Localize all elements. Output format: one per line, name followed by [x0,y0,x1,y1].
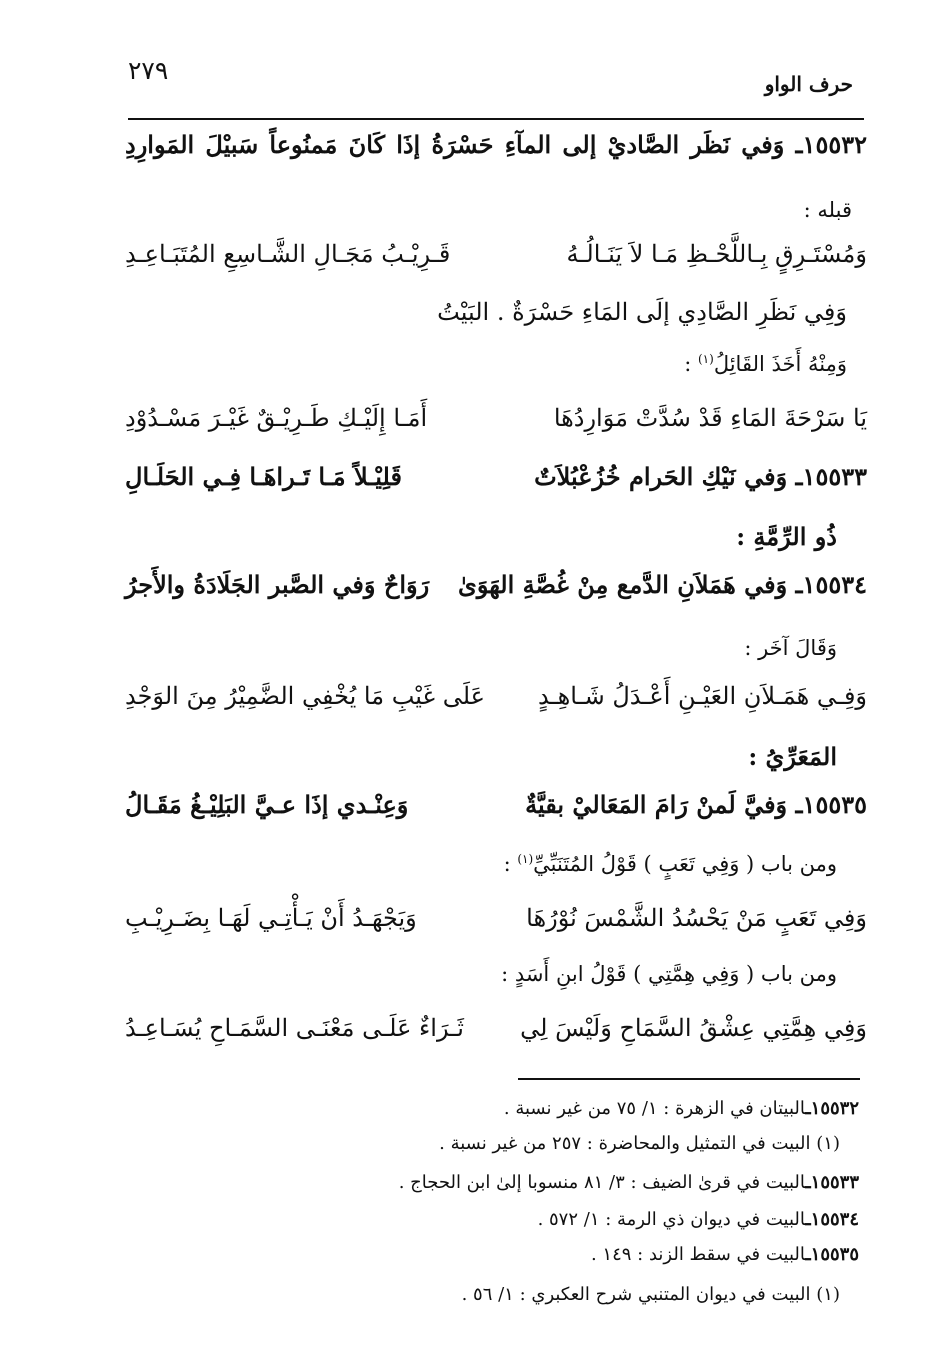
footnote-1b [462,1284,840,1305]
mutanabbi-intro-colon: : [503,852,518,876]
footnote-number: (١) [816,1133,840,1154]
footnote-ref: (١) [517,852,534,866]
footnote-text: البيت في التمثيل والمحاضرة : ٢٥٧ من غير نسبة . [439,1133,811,1154]
qala-akhar-label: وَقَالَ آخَر : [744,636,837,660]
poet-maarri: المَعَرِّيُ : [748,742,837,771]
verse-7-second-hemistich: ثَـرَاءٌ عَلَـى مَعْنَـى السَّمَـاحِ يُسَـاعِـدُ [125,1014,464,1042]
verse-6-second-hemistich: وَيَجْهَـدُ أَنْ يَـأْتِـي لَهَـا بِضَـرِيْـبِ [125,904,417,932]
verse-2-line: وَفِي نَظَرِ الصَّادِي إلَى المَاءِ حَسْرَةٌ . البَيْتُ [437,298,847,326]
footnote-text: البيت في ديوان ذي الرمة : ١/ ٥٧٢ . [537,1209,806,1230]
footnote-1a [439,1133,840,1154]
verse-4-first-hemistich: يَا سَرْحَةَ المَاءِ قَدْ سُدَّتْ مَوَارِدُهَا [553,404,867,432]
verse-3-intro-colon: : [684,352,698,376]
verse-5-first-hemistich: وَفِـي هَمَـلاَنِ العَيْـنِ أَعْـدَلُ شَـاهِـدٍ [537,682,867,710]
verse-3-intro [684,352,847,376]
page-number: ٢٧٩ [128,56,169,85]
footnote-15533 [399,1172,859,1193]
entry-15533-first-hemistich: ١٥٥٣٣ـ وَفي نَيْكِ الحَرام خُزُعْبُلاَتٌ [534,462,867,491]
entry-15534-first-hemistich: ١٥٥٣٤ـ وَفي هَمَلاَنِ الدَّمع مِنْ غُصَّةِ الهَوَىٰ [458,570,867,599]
entry-15533 [125,462,867,502]
entry-15533-second-hemistich: قَلِيْـلاً مَـا تَـراهَـا فِـي الحَلَـالِ [125,462,402,491]
mutanabbi-intro-text: ومن باب ( وَفِي تَعَبٍ ) قَوْلُ المُتَنَبِّيِّ [533,852,837,876]
poet-dhu-rumma: ذُو الرِّمَّةِ : [736,522,837,551]
footnote-text: البيت في ديوان المتنبي شرح العكبري : ١/ ٥٦ . [461,1284,811,1305]
qablahu-label: قبله : [803,198,852,222]
footnote-number: ١٥٥٣٢ـ [805,1098,859,1119]
footnote-ref: (١) [697,352,714,366]
footnote-15532 [504,1098,859,1119]
footnote-number: (١) [816,1284,840,1305]
entry-15532-verse: ١٥٥٣٢ـ وَفي نَظَر الصَّاديْ إلى المآءِ حَسْرَةُ إذَا كَانَ مَمنُوعاً سَبيْلَ المَوارِدِ [125,130,867,159]
mutanabbi-intro [504,852,837,876]
footnote-text: البيت في سقط الزند : ١٤٩ . [590,1244,806,1265]
verse-4-second-hemistich: أَمَـا إِلَيْـكِ طَـرِيْـقٌ غَيْـرَ مَسْـدُوْدِ [125,404,428,432]
verse-7 [125,1014,867,1054]
footnote-15534 [538,1209,859,1230]
entry-15535-second-hemistich: وَعِنْـدي إذَا عـيَّ البَلِيْـغُ مَقَـالُ [125,790,409,819]
footnote-number: ١٥٥٣٣ـ [805,1172,859,1193]
entry-15535-first-hemistich: ١٥٥٣٥ـ وَفيَّ لَمنْ رَامَ المَعَاليْ بقيَّةٌ [525,790,867,819]
verse-3-intro-text: وَمِنْهُ أَخَذَ القَائِلُ [713,352,847,376]
footnote-rule [518,1078,860,1080]
header-rule [128,118,864,120]
footnote-text: البيت في قرىٰ الضيف : ٣/ ٨١ منسوبا إلىٰ ابن الحجاج . [398,1172,806,1193]
footnote-text: البيتان في الزهرة : ١/ ٧٥ من غير نسبة . [503,1098,806,1119]
ibn-asad-intro: ومن باب ( وَفِي هِمَّتِي ) قَوْلُ ابنِ أَسَدٍ : [501,962,837,986]
footnote-15535 [591,1244,859,1265]
footnote-number: ١٥٥٣٤ـ [805,1209,859,1230]
chapter-title: حرف الواو [764,72,853,96]
entry-15534-second-hemistich: رَوَاحٌ وَفي الصَّبر الجَلَادَةُ والأَجرُ [125,570,430,599]
verse-7-first-hemistich: وَفِي هِمَّتِي عِشْقُ السَّمَاحِ وَلَيْسَ لِي [520,1014,867,1042]
footnote-number: ١٥٥٣٥ـ [805,1244,859,1265]
verse-6 [125,904,867,944]
entry-15534 [125,570,867,610]
verse-4 [125,404,867,444]
verse-6-first-hemistich: وَفِي تَعَبٍ مَنْ يَحْسُدُ الشَّمْسَ نُوْرُهَا [526,904,867,932]
entry-15535 [125,790,867,830]
entry-15532 [125,130,867,170]
verse-5-second-hemistich: عَلَى غَيْبِ مَا يُخْفِي الضَّمِيْرُ مِنَ الوَجْدِ [125,682,485,710]
verse-1-first-hemistich: وَمُسْتَـرِقٍ بِـاللَّحْـظِ مَـا لاَ يَنَـالُـهُ [566,240,867,268]
verse-1-second-hemistich: قَـرِيْـبُ مَجَـالِ الشَّـاسِعِ المُتَبَـاعِـدِ [125,240,451,268]
verse-5 [125,682,867,722]
verse-1 [125,240,867,280]
